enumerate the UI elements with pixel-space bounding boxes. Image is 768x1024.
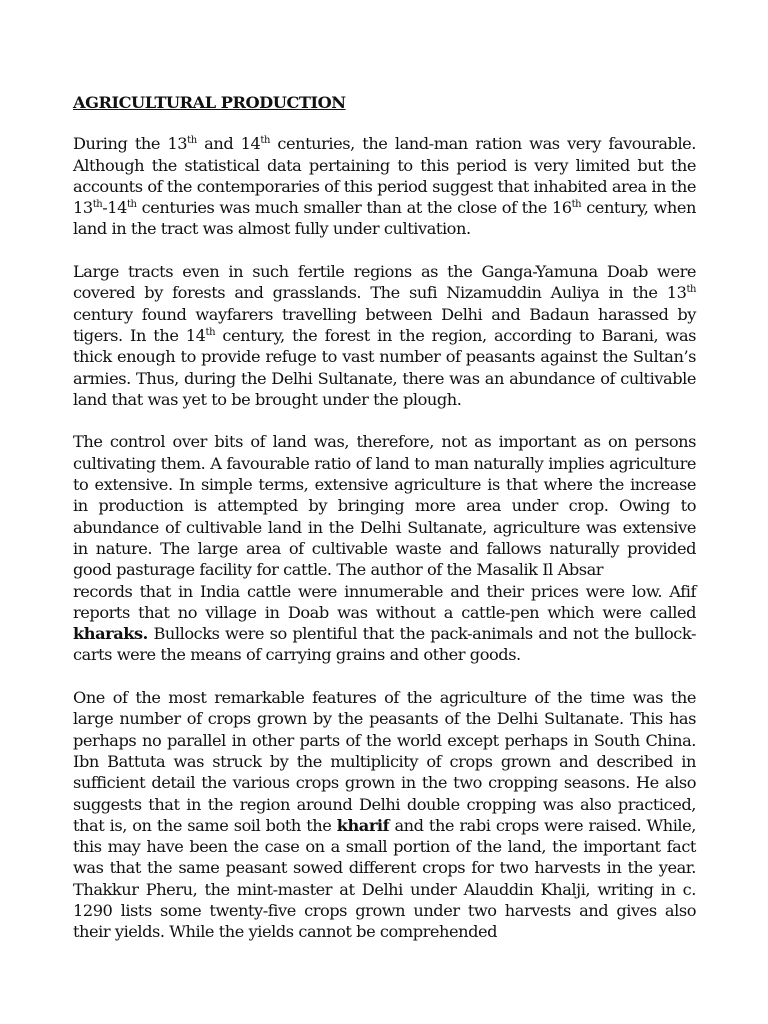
p3-bold-kharaks: kharaks.	[73, 624, 148, 644]
document-title: AGRICULTURAL PRODUCTION	[73, 93, 346, 112]
p1-sup-d: th	[126, 199, 137, 211]
p2-text-b: century found wayfarers travelling between Delhi and Badaun harassed by tigers. In the 14	[73, 304, 696, 345]
p1-text-e: centuries was much smaller than at the close of the 16	[136, 198, 572, 218]
p1-text-b: and 14	[196, 134, 261, 154]
p1-text-c: centuries, the land-man ration was very favourable. Although the statistical data pertaining to this period is very limited but the accounts of the contemporaries of this period suggest that inhabited area in the 13	[73, 134, 696, 218]
p1-text-d: -14	[102, 198, 127, 218]
p2-sup-a: th	[686, 284, 696, 296]
p1-text-f: century, when land in the tract was almost fully under cultivation.	[73, 198, 697, 239]
p3-text-b: records that in India cattle were innumerable and their prices were low. Afif reports that no village in Doab was without a cattle-pen which were called	[73, 581, 696, 622]
p2-text-a: Large tracts even in such fertile regions as the Ganga-Yamuna Doab were covered by forests and grasslands. The sufi Nizamuddin Auliya in the 13	[73, 262, 696, 303]
p1-sup-c: th	[92, 199, 103, 211]
p3-text-a: The control over bits of land was, therefore, not as important as on persons cultivating them. A favourable ratio of land to man naturally implies agriculture to extensive. In simple terms, extensive agriculture is that where the increase in production is attempted by bringing more area under crop. Owing to abundance of cultivable land in the Delhi Sultanate, agriculture was extensive in nature. The large area of cultivable waste and fallows naturally provided good pasturage facility for cattle. The author of the Masalik Il Absar	[73, 432, 696, 580]
paragraph-extensive-agriculture	[73, 431, 696, 665]
p4-text-a: One of the most remarkable features of the agriculture of the time was the large number of crops grown by the peasants of the Delhi Sultanate. This has perhaps no parallel in other parts of the world except perhaps in South China. Ibn Battuta was struck by the multiplicity of crops grown and described in sufficient detail the various crops grown in the two cropping seasons. He also suggests that in the region around Delhi double cropping was also practiced, that is, on the same soil both the	[73, 688, 696, 835]
p2-text-c: century, the forest in the region, according to Barani, was thick enough to provide refuge to vast number of peasants against the Sultan’s armies. Thus, during the Delhi Sultanate, there was an abundance of cultivable land that was yet to be brought under the plough.	[73, 325, 697, 409]
paragraph-crops-grown	[73, 687, 696, 943]
p4-text-b: and the rabi crops were raised. While, this may have been the case on a small portion of the land, the important fact was that the same peasant sowed different crops for two harvests in the year. Thakkur Pheru, the mint-master at Delhi under Alauddin Khalji, writing in c. 1290 lists some twenty-five crops grown under two harvests and gives also their yields. While the yields cannot be comprehended	[73, 815, 696, 942]
p3-text-c: Bullocks were so plentiful that the pack-animals and not the bullock-carts were the means of carrying grains and other goods.	[73, 624, 696, 665]
paragraph-land-man-ratio	[73, 133, 696, 239]
p4-bold-kharif: kharif	[336, 815, 390, 835]
paragraph-forests-grasslands	[73, 261, 696, 410]
p2-sup-b: th	[205, 326, 216, 338]
p1-sup-a: th	[187, 135, 197, 147]
p1-text-a: During the 13	[73, 134, 188, 154]
p1-sup-b: th	[260, 135, 270, 147]
p1-sup-e: th	[571, 199, 582, 211]
